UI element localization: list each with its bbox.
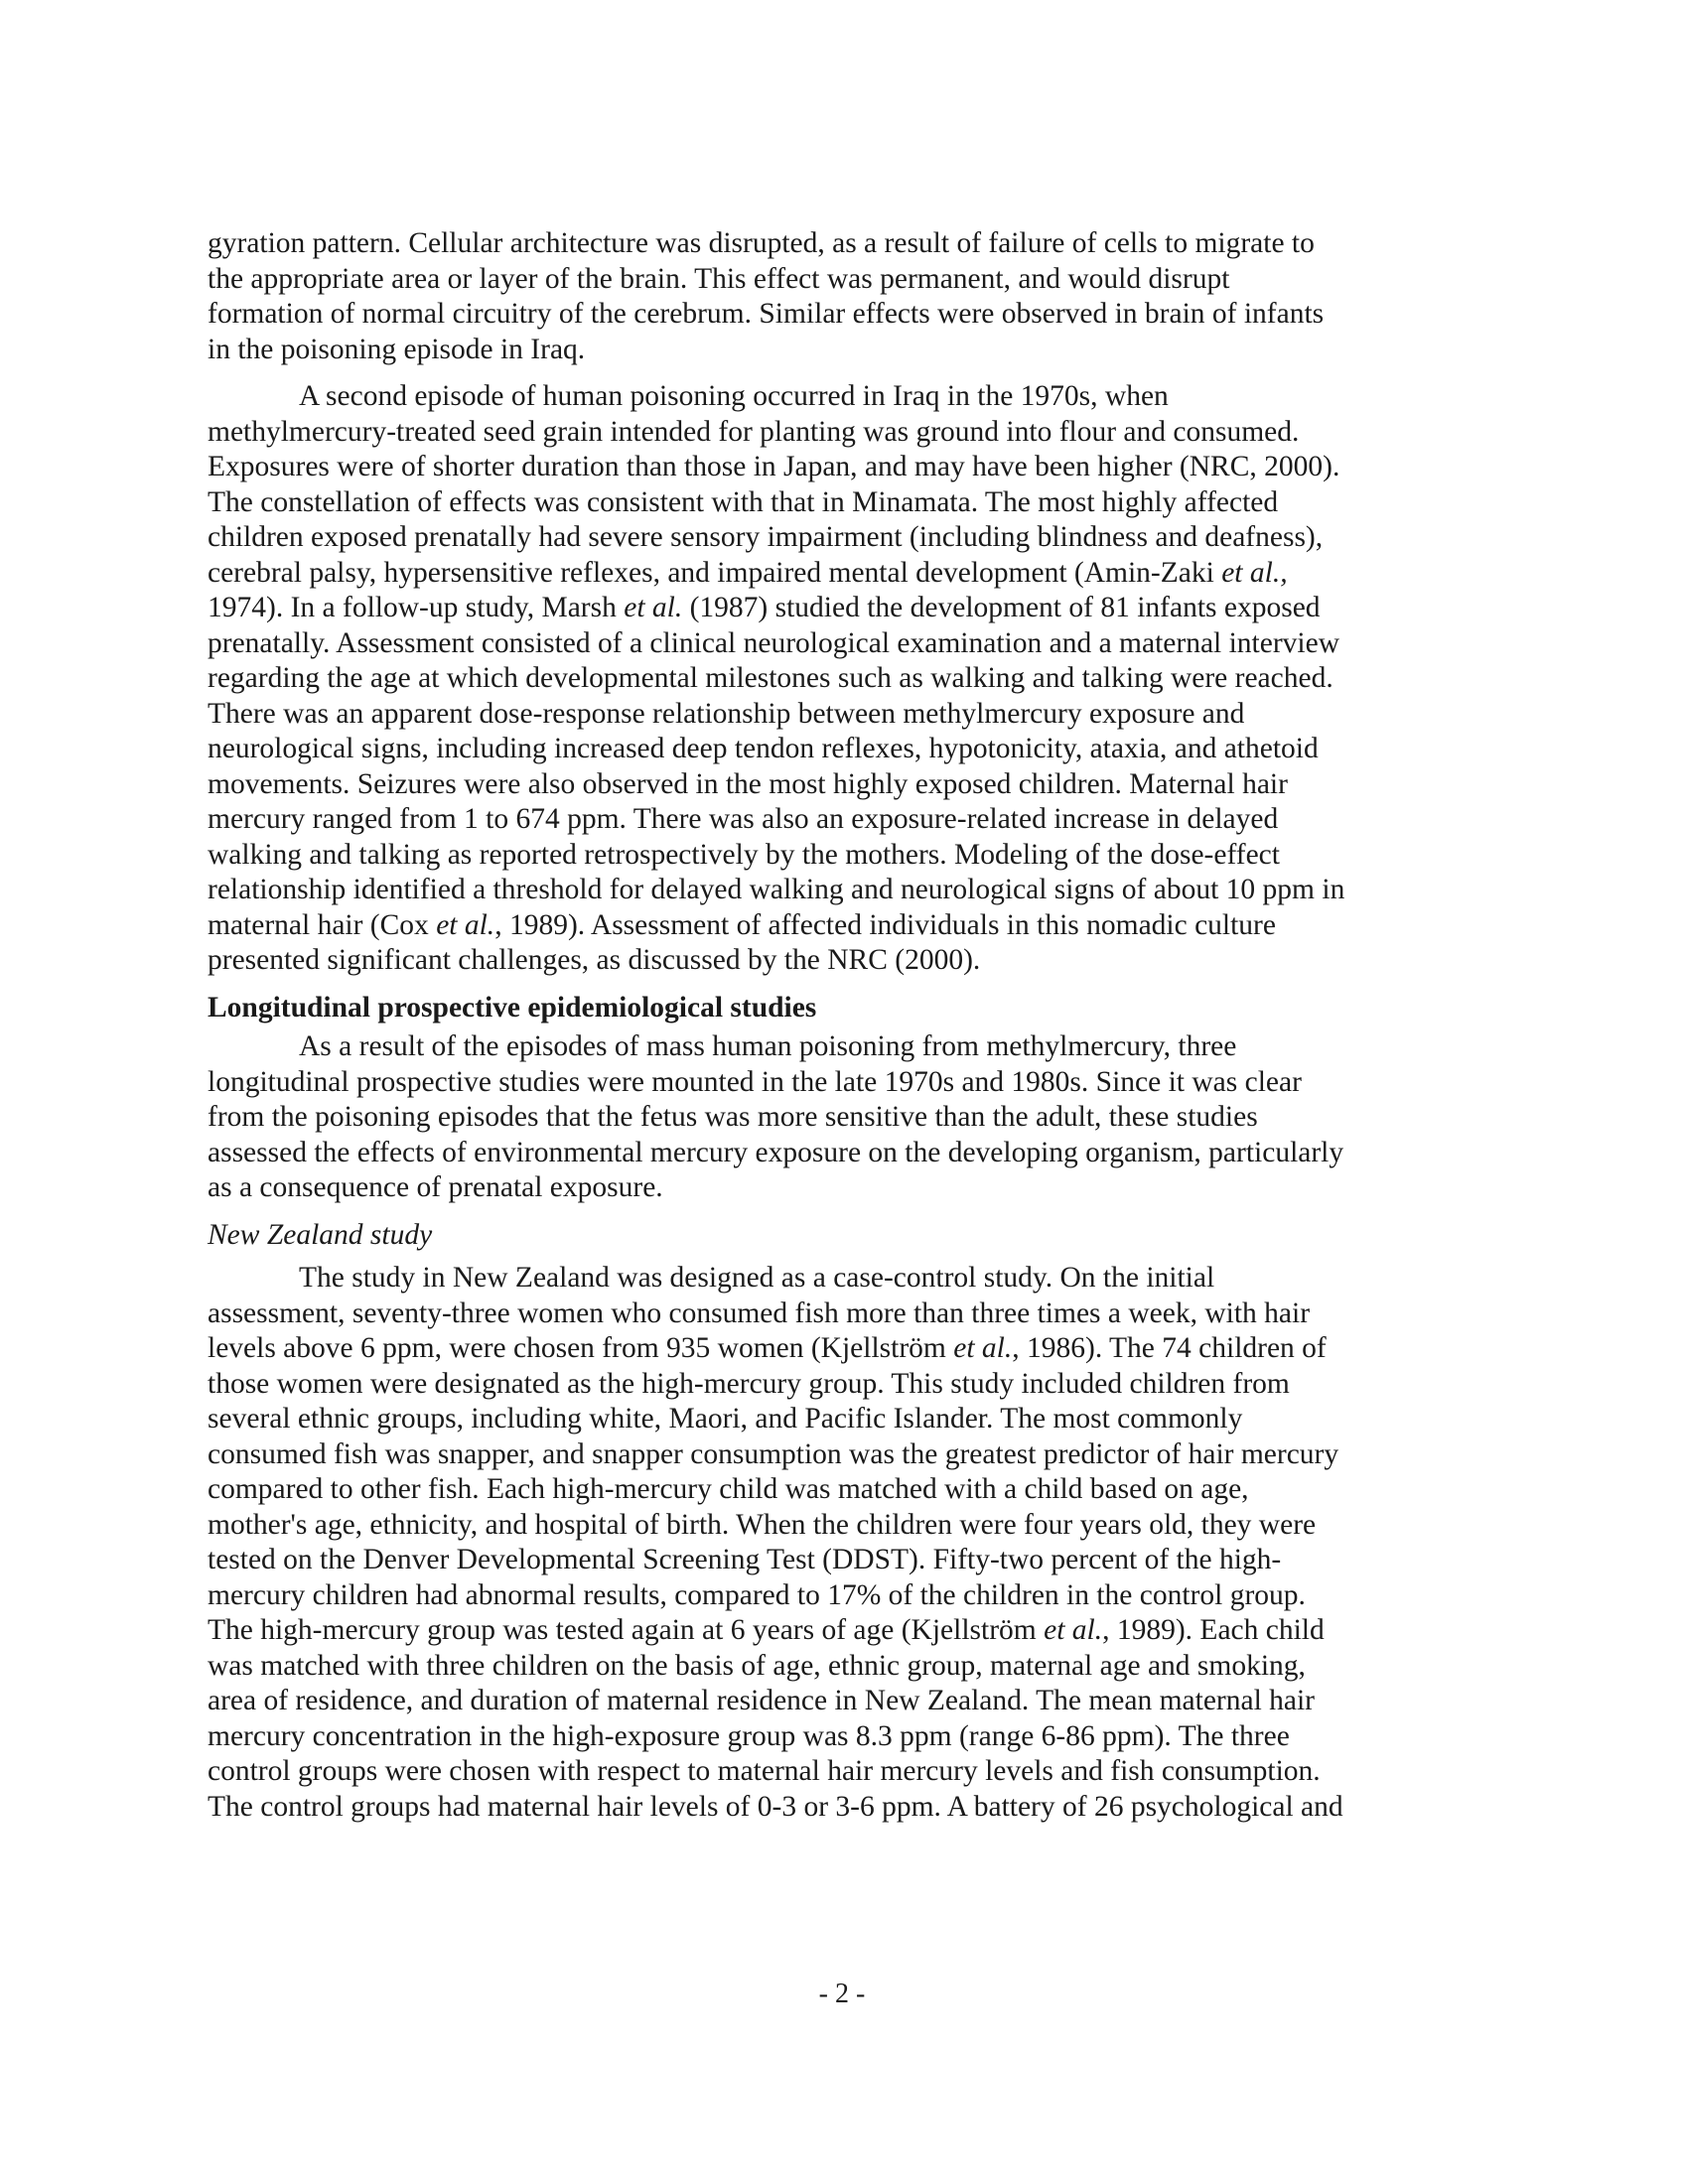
text-line: mercury children had abnormal results, compared to 17% of the children in the control group. <box>208 1578 1306 1611</box>
text-run: maternal hair (Cox <box>208 908 437 941</box>
text-line: neurological signs, including increased deep tendon reflexes, hypotonicity, ataxia, and athetoid <box>208 733 1319 764</box>
text-line: longitudinal prospective studies were mounted in the late 1970s and 1980s. Since it was clear <box>208 1065 1302 1098</box>
text-run: The high-mercury group was tested again at 6 years of age (Kjellström <box>208 1614 1045 1646</box>
text-line: the appropriate area or layer of the brain. This effect was permanent, and would disrupt <box>208 262 1230 295</box>
text-line: The control groups had maternal hair levels of 0-3 or 3-6 ppm. A battery of 26 psychological and <box>208 1790 1343 1823</box>
text-line: as a consequence of prenatal exposure. <box>208 1171 663 1203</box>
text-line: formation of normal circuitry of the cerebrum. Similar effects were observed in brain of infants <box>208 298 1325 330</box>
text-line <box>208 556 1459 592</box>
text-line: those women were designated as the high-mercury group. This study included children from <box>208 1367 1290 1400</box>
text-line: The constellation of effects was consistent with that in Minamata. The most highly affected <box>208 485 1279 518</box>
text-line: regarding the age at which developmental milestones such as walking and talking were reached. <box>208 662 1333 694</box>
text-run: levels above 6 ppm, were chosen from 935 women (Kjellström <box>208 1332 954 1364</box>
text-line: in the poisoning episode in Iraq. <box>208 333 586 365</box>
text-line: assessment, seventy-three women who consumed fish more than three times a week, with hair <box>208 1297 1311 1329</box>
text-line <box>208 1331 1459 1367</box>
text-line: mercury concentration in the high-exposure group was 8.3 ppm (range 6-86 ppm). The three <box>208 1719 1290 1752</box>
citation-etal: et al. <box>1044 1614 1103 1646</box>
text-line <box>208 1613 1459 1649</box>
text-line: movements. Seizures were also observed in the most highly exposed children. Maternal hair <box>208 767 1288 800</box>
citation-etal: et al., <box>1221 556 1288 589</box>
text-line: from the poisoning episodes that the fetus was more sensitive than the adult, these studies <box>208 1101 1258 1133</box>
text-line: compared to other fish. Each high-mercury child was matched with a child based on age, <box>208 1473 1249 1505</box>
paragraph-4 <box>208 1261 1459 1825</box>
text-run: , 1986). The 74 children of <box>1012 1332 1327 1364</box>
text-line: As a result of the episodes of mass human poisoning from methylmercury, three <box>299 1030 1237 1062</box>
text-line: gyration pattern. Cellular architecture was disrupted, as a result of failure of cells to migrate to <box>208 227 1315 259</box>
text-line: There was an apparent dose-response relationship between methylmercury exposure and <box>208 697 1245 730</box>
subsection-heading: New Zealand study <box>208 1218 433 1251</box>
text-line: mother's age, ethnicity, and hospital of birth. When the children were four years old, they were <box>208 1508 1317 1541</box>
text-run: , 1989). Each child <box>1102 1614 1325 1646</box>
page-number: - 2 - <box>818 1979 866 2009</box>
text-line: walking and talking as reported retrospectively by the mothers. Modeling of the dose-effect <box>208 838 1280 871</box>
citation-etal: et al. <box>953 1332 1013 1364</box>
text-run: , 1989). Assessment of affected individuals in this nomadic culture <box>494 908 1276 941</box>
text-line <box>208 591 1459 626</box>
text-line: presented significant challenges, as discussed by the NRC (2000). <box>208 944 981 976</box>
section-heading: Longitudinal prospective epidemiological studies <box>208 991 817 1024</box>
paragraph-2 <box>208 379 1459 979</box>
citation-etal: et al. <box>624 592 683 623</box>
text-line: several ethnic groups, including white, Maori, and Pacific Islander. The most commonly <box>208 1403 1243 1434</box>
paragraph-3 <box>208 1029 1459 1206</box>
paragraph-1 <box>208 226 1459 367</box>
text-line: consumed fish was snapper, and snapper consumption was the greatest predictor of hair mercury <box>208 1437 1339 1470</box>
text-line: area of residence, and duration of maternal residence in New Zealand. The mean maternal hair <box>208 1685 1316 1716</box>
text-line: methylmercury-treated seed grain intended for planting was ground into flour and consumed. <box>208 415 1300 448</box>
text-line: prenatally. Assessment consisted of a clinical neurological examination and a maternal interview <box>208 626 1340 659</box>
text-run: 1974). In a follow-up study, Marsh <box>208 592 625 623</box>
text-line <box>208 908 1459 944</box>
text-line: The study in New Zealand was designed as a case-control study. On the initial <box>299 1262 1215 1294</box>
text-line: relationship identified a threshold for delayed walking and neurological signs of about 10 ppm in <box>208 874 1345 905</box>
text-run: cerebral palsy, hypersensitive reflexes, and impaired mental development (Amin-Zaki <box>208 556 1222 589</box>
text-line: was matched with three children on the basis of age, ethnic group, maternal age and smoking, <box>208 1649 1306 1682</box>
citation-etal: et al. <box>436 908 495 941</box>
text-line: assessed the effects of environmental mercury exposure on the developing organism, particularly <box>208 1136 1344 1168</box>
text-line: A second episode of human poisoning occurred in Iraq in the 1970s, when <box>299 380 1169 412</box>
text-run: (1987) studied the development of 81 infants exposed <box>682 592 1321 623</box>
text-line: control groups were chosen with respect to maternal hair mercury levels and fish consumption. <box>208 1755 1321 1787</box>
document-page <box>208 226 1459 1825</box>
text-line: Exposures were of shorter duration than those in Japan, and may have been higher (NRC, 2000). <box>208 451 1340 482</box>
text-line: children exposed prenatally had severe sensory impairment (including blindness and deafness), <box>208 521 1324 553</box>
text-line: tested on the Denver Developmental Screening Test (DDST). Fifty-two percent of the high- <box>208 1544 1282 1575</box>
text-line: mercury ranged from 1 to 674 ppm. There was also an exposure-related increase in delayed <box>208 803 1279 835</box>
